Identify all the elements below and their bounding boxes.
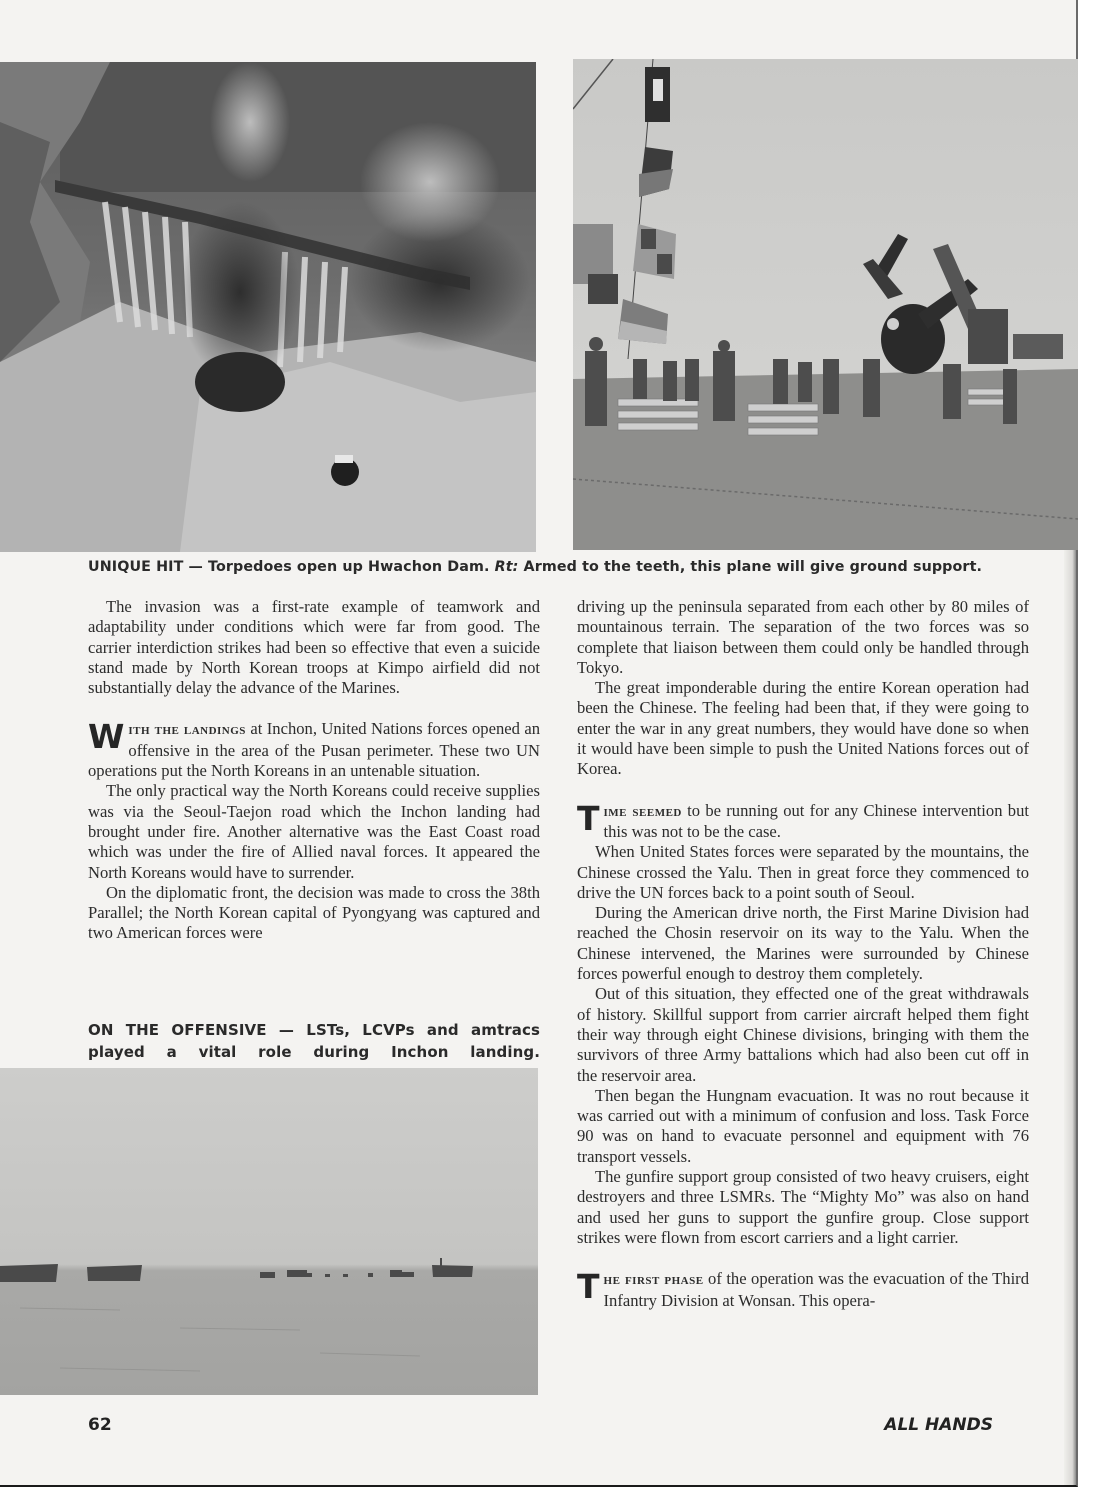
paragraph: During the American drive north, the First Marine Division had reached the Chosin reservoir on its way to the Yalu. When the Chinese intervened, the Marines were surrounded by Chinese forces powerful enough to destroy them completely. bbox=[577, 903, 1029, 984]
paragraph: The invasion was a first-rate example of teamwork and adaptability under conditions which were far from good. The carrier interdiction strikes had been so effective that even a suicide stand made by North Korean troops at Kimpo airfield did not substantially delay the advance of the Marines. bbox=[88, 597, 540, 698]
photo-landing-ships bbox=[0, 1068, 538, 1395]
paragraph-text: at Inchon, United Nations forces opened an offensive in the area of the Pusan perimeter. These two UN operations put the North Koreans in an untenable situation. bbox=[88, 719, 540, 781]
left-text-column bbox=[88, 597, 540, 944]
paragraph-with-dropcap bbox=[577, 1269, 1029, 1311]
caption-text: Torpedoes open up Hwachon Dam. bbox=[208, 559, 495, 575]
paragraph-text: to be running out for any Chinese intervention but this was not to be the case. bbox=[603, 800, 1029, 841]
dropcap: T bbox=[577, 798, 600, 838]
page-gutter-edge bbox=[1064, 550, 1076, 1485]
photo-hwachon-dam bbox=[0, 62, 536, 552]
carrier-photo-graphic bbox=[573, 59, 1078, 550]
right-text-column bbox=[577, 597, 1029, 1311]
paragraph: The gunfire support group consisted of two heavy cruisers, eight destroyers and three LSMRs. The “Mighty Mo” was also on hand and used her guns to support the gunfire group. Close support strikes were flown from escort carriers and a light carrier. bbox=[577, 1167, 1029, 1247]
dropcap: W bbox=[88, 717, 125, 757]
dam-photo-graphic bbox=[0, 62, 536, 552]
paragraph: Then began the Hungnam evacuation. It was no rout because it was carried out with a minimum of confusion and loss. Task Force 90 was on hand to evacuate personnel and equipment with 76 transport vessels. bbox=[577, 1085, 1029, 1166]
caption-right-marker: Rt: bbox=[494, 559, 519, 575]
caption-unique-hit bbox=[88, 559, 1033, 575]
caption-on-the-offensive bbox=[88, 1019, 540, 1063]
dropcap: T bbox=[577, 1267, 600, 1307]
paragraph: The great imponderable during the entire Korean operation had been the Chinese. The feeling had been that, if they were going to enter the war in any great numbers, they would have done so when it would have been simple to push the United Nations forces out of Korea. bbox=[577, 678, 1029, 779]
paragraph-text: of the operation was the evacuation of the Third Infantry Division at Wonsan. This opera- bbox=[603, 1269, 1030, 1310]
caption-text-right: Armed to the teeth, this plane will give ground support. bbox=[518, 559, 983, 575]
paragraph: Out of this situation, they effected one of the great withdrawals of history. Skillful support from carrier aircraft helped them fight their way through eight Chinese divisions, bringing with them the survivors of three Army battalions which had also been cut off in the reservoir area. bbox=[577, 984, 1029, 1085]
paragraph: On the diplomatic front, the decision was made to cross the 38th Parallel; the North Korean capital of Pyongyang was captured and two American forces were bbox=[88, 882, 540, 943]
caption-lead: ON THE OFFENSIVE bbox=[88, 1021, 267, 1039]
caption-lead: UNIQUE HIT bbox=[88, 559, 184, 575]
paragraph: driving up the peninsula separated from each other by 80 miles of mountainous terrain. The separation of the two forces was so complete that liaison between them could only be handled through Tokyo. bbox=[577, 597, 1029, 677]
lead-in-smallcaps: he first phase bbox=[603, 1272, 704, 1289]
lead-in-smallcaps: ith the landings bbox=[128, 722, 246, 739]
paragraph-with-dropcap bbox=[88, 719, 540, 781]
caption-dash: — bbox=[266, 1021, 307, 1039]
paragraph: When United States forces were separated by the mountains, the Chinese crossed the Yalu. Then in great force they commenced to drive the UN forces back to a point south of Seoul. bbox=[577, 842, 1029, 902]
lead-in-smallcaps: ime seemed bbox=[603, 803, 682, 820]
photo-carrier-deck bbox=[573, 59, 1078, 550]
caption-text: LSTs, LCVPs and amtracs played a vital role during Inchon landing. bbox=[88, 1021, 541, 1061]
paragraph-with-dropcap bbox=[577, 798, 1029, 843]
ships-photo-graphic bbox=[0, 1068, 538, 1395]
page-number: 62 bbox=[88, 1415, 112, 1435]
magazine-name: ALL HANDS bbox=[884, 1415, 993, 1435]
paragraph: The only practical way the North Koreans could receive supplies was via the Seoul-Taejon road which the Inchon landing had brought under fire. Another alternative was the East Coast road which was under the fire of Allied naval forces. It appeared the North Koreans would have to surrender. bbox=[88, 781, 540, 882]
caption-dash: — bbox=[183, 559, 209, 575]
